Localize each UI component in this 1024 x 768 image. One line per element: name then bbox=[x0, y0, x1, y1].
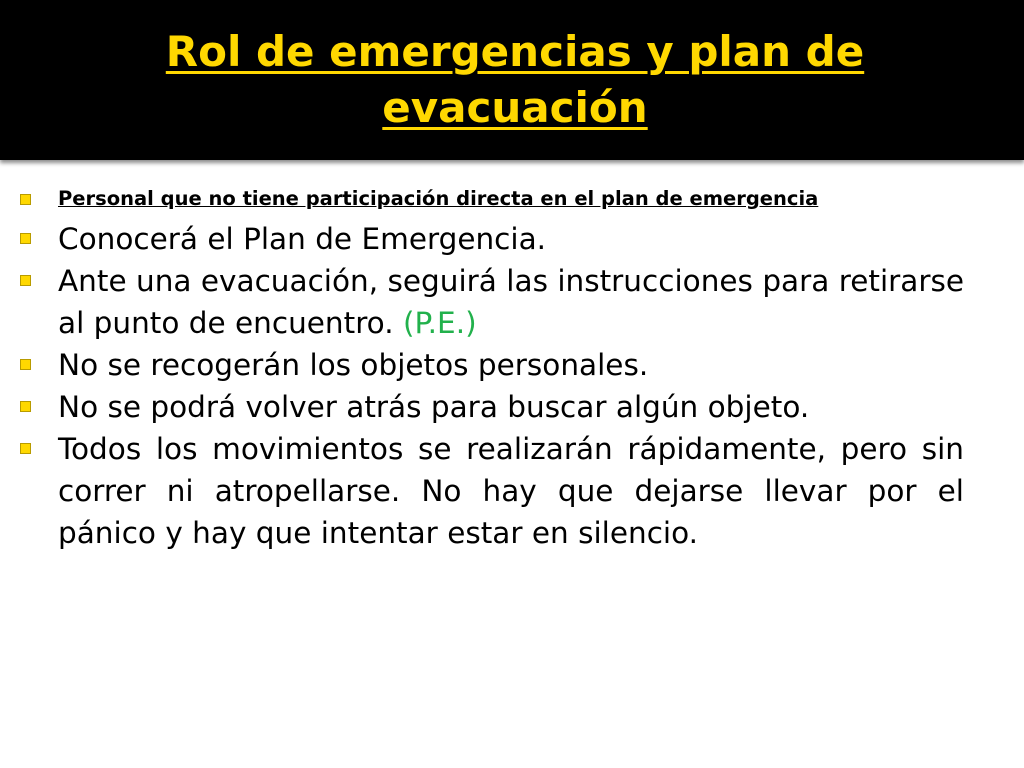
bullet-text: Ante una evacuación, seguirá las instrucciones para retirarse al punto de encuentro. bbox=[58, 264, 964, 340]
square-bullet-icon bbox=[20, 194, 31, 205]
highlight-text: (P.E.) bbox=[402, 306, 477, 340]
square-bullet-icon bbox=[20, 401, 31, 412]
slide-content bbox=[20, 186, 964, 554]
bullet-text: Personal que no tiene participación directa en el plan de emergencia bbox=[58, 187, 819, 210]
bullet-item bbox=[20, 386, 964, 428]
square-bullet-icon bbox=[20, 233, 31, 244]
bullet-item bbox=[20, 218, 964, 260]
bullet-text: No se podrá volver atrás para buscar algún objeto. bbox=[58, 390, 810, 424]
bullet-item bbox=[20, 344, 964, 386]
bullet-text: Conocerá el Plan de Emergencia. bbox=[58, 222, 547, 256]
bullet-item bbox=[20, 186, 964, 211]
bullet-text: Todos los movimientos se realizarán rápidamente, pero sin correr ni atropellarse. No hay que dejarse llevar por el pánico y hay que intentar estar en silencio. bbox=[58, 432, 964, 550]
bullet-item bbox=[20, 260, 964, 344]
square-bullet-icon bbox=[20, 443, 31, 454]
square-bullet-icon bbox=[20, 359, 31, 370]
bullet-text: No se recogerán los objetos personales. bbox=[58, 348, 649, 382]
square-bullet-icon bbox=[20, 275, 31, 286]
title-bar bbox=[0, 0, 1024, 160]
slide-title: Rol de emergencias y plan de evacuación bbox=[165, 27, 865, 132]
bullet-list bbox=[20, 186, 964, 554]
bullet-item bbox=[20, 428, 964, 554]
